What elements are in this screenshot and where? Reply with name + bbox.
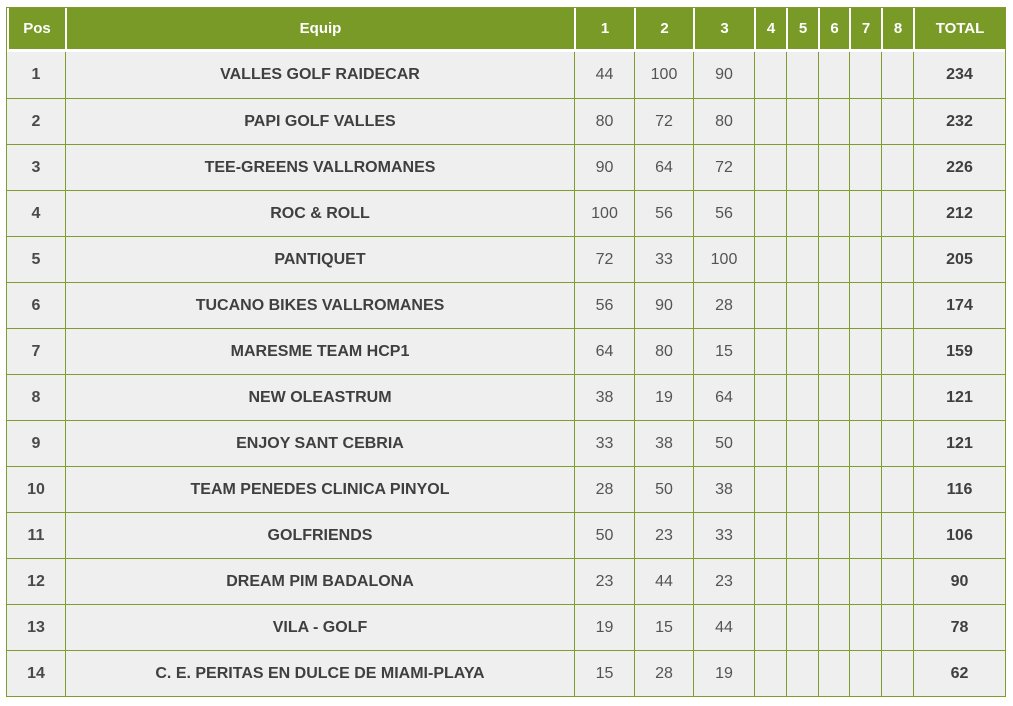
pos-cell: 9	[7, 420, 65, 466]
score-cell-8	[881, 558, 913, 604]
total-cell: 232	[913, 98, 1005, 144]
table-row	[7, 190, 1005, 236]
score-cell-3: 72	[693, 144, 754, 190]
pos-cell: 14	[7, 650, 65, 696]
team-cell: ENJOY SANT CEBRIA	[65, 420, 574, 466]
score-cell-8	[881, 650, 913, 696]
score-cell-8	[881, 374, 913, 420]
score-cell-5	[786, 374, 818, 420]
score-cell-5	[786, 328, 818, 374]
score-cell-6	[818, 374, 849, 420]
score-cell-5	[786, 604, 818, 650]
score-cell-8	[881, 420, 913, 466]
table-row	[7, 52, 1005, 98]
total-cell: 106	[913, 512, 1005, 558]
score-cell-4	[754, 374, 786, 420]
team-cell: TEAM PENEDES CLINICA PINYOL	[65, 466, 574, 512]
score-cell-7	[849, 558, 881, 604]
score-cell-3: 15	[693, 328, 754, 374]
score-cell-7	[849, 282, 881, 328]
score-cell-5	[786, 144, 818, 190]
pos-cell: 6	[7, 282, 65, 328]
score-cell-2: 72	[634, 98, 693, 144]
team-cell: VALLES GOLF RAIDECAR	[65, 52, 574, 98]
score-cell-3: 33	[693, 512, 754, 558]
score-cell-5	[786, 558, 818, 604]
team-cell: ROC & ROLL	[65, 190, 574, 236]
score-cell-1: 33	[574, 420, 634, 466]
table-row	[7, 558, 1005, 604]
score-cell-3: 19	[693, 650, 754, 696]
score-cell-4	[754, 98, 786, 144]
score-cell-6	[818, 144, 849, 190]
team-cell: TEE-GREENS VALLROMANES	[65, 144, 574, 190]
table-row	[7, 282, 1005, 328]
score-cell-2: 33	[634, 236, 693, 282]
score-cell-8	[881, 328, 913, 374]
score-cell-6	[818, 466, 849, 512]
pos-cell: 11	[7, 512, 65, 558]
pos-cell: 12	[7, 558, 65, 604]
team-cell: MARESME TEAM HCP1	[65, 328, 574, 374]
score-cell-3: 23	[693, 558, 754, 604]
team-cell: PAPI GOLF VALLES	[65, 98, 574, 144]
score-cell-1: 19	[574, 604, 634, 650]
pos-cell: 8	[7, 374, 65, 420]
score-cell-8	[881, 190, 913, 236]
score-cell-8	[881, 466, 913, 512]
score-cell-2: 28	[634, 650, 693, 696]
column-header-round8: 8	[881, 8, 913, 52]
score-cell-4	[754, 144, 786, 190]
score-cell-7	[849, 466, 881, 512]
score-cell-5	[786, 282, 818, 328]
total-cell: 159	[913, 328, 1005, 374]
score-cell-2: 50	[634, 466, 693, 512]
pos-cell: 4	[7, 190, 65, 236]
score-cell-1: 72	[574, 236, 634, 282]
score-cell-7	[849, 420, 881, 466]
column-header-equip: Equip	[65, 8, 574, 52]
score-cell-6	[818, 282, 849, 328]
score-cell-5	[786, 98, 818, 144]
team-cell: VILA - GOLF	[65, 604, 574, 650]
score-cell-2: 44	[634, 558, 693, 604]
score-cell-6	[818, 52, 849, 98]
score-cell-3: 50	[693, 420, 754, 466]
score-cell-5	[786, 236, 818, 282]
score-cell-1: 23	[574, 558, 634, 604]
score-cell-4	[754, 558, 786, 604]
table-row	[7, 512, 1005, 558]
total-cell: 90	[913, 558, 1005, 604]
score-cell-7	[849, 328, 881, 374]
score-cell-1: 100	[574, 190, 634, 236]
total-cell: 226	[913, 144, 1005, 190]
score-cell-3: 80	[693, 98, 754, 144]
score-cell-3: 56	[693, 190, 754, 236]
team-cell: NEW OLEASTRUM	[65, 374, 574, 420]
header-row	[7, 8, 1005, 52]
column-header-round1: 1	[574, 8, 634, 52]
score-cell-1: 28	[574, 466, 634, 512]
score-cell-4	[754, 650, 786, 696]
table-row	[7, 420, 1005, 466]
score-cell-4	[754, 52, 786, 98]
pos-cell: 13	[7, 604, 65, 650]
total-cell: 62	[913, 650, 1005, 696]
score-cell-6	[818, 236, 849, 282]
score-cell-6	[818, 512, 849, 558]
score-cell-6	[818, 190, 849, 236]
score-cell-1: 64	[574, 328, 634, 374]
score-cell-8	[881, 604, 913, 650]
team-cell: GOLFRIENDS	[65, 512, 574, 558]
score-cell-3: 100	[693, 236, 754, 282]
score-cell-7	[849, 190, 881, 236]
score-cell-2: 15	[634, 604, 693, 650]
score-cell-6	[818, 420, 849, 466]
score-cell-8	[881, 282, 913, 328]
score-cell-7	[849, 604, 881, 650]
total-cell: 212	[913, 190, 1005, 236]
score-cell-3: 38	[693, 466, 754, 512]
team-cell: TUCANO BIKES VALLROMANES	[65, 282, 574, 328]
table-row	[7, 236, 1005, 282]
table-row	[7, 328, 1005, 374]
score-cell-4	[754, 282, 786, 328]
score-cell-8	[881, 98, 913, 144]
total-cell: 121	[913, 374, 1005, 420]
score-cell-5	[786, 650, 818, 696]
team-cell: DREAM PIM BADALONA	[65, 558, 574, 604]
score-cell-1: 44	[574, 52, 634, 98]
score-cell-7	[849, 512, 881, 558]
column-header-round3: 3	[693, 8, 754, 52]
score-cell-3: 28	[693, 282, 754, 328]
table-row	[7, 144, 1005, 190]
table-row	[7, 650, 1005, 696]
score-cell-4	[754, 236, 786, 282]
total-cell: 121	[913, 420, 1005, 466]
team-cell: PANTIQUET	[65, 236, 574, 282]
score-cell-6	[818, 604, 849, 650]
score-cell-4	[754, 420, 786, 466]
total-cell: 78	[913, 604, 1005, 650]
score-cell-6	[818, 650, 849, 696]
score-cell-6	[818, 558, 849, 604]
score-cell-7	[849, 650, 881, 696]
column-header-round4: 4	[754, 8, 786, 52]
pos-cell: 3	[7, 144, 65, 190]
score-cell-2: 100	[634, 52, 693, 98]
score-cell-1: 15	[574, 650, 634, 696]
score-cell-1: 50	[574, 512, 634, 558]
score-cell-4	[754, 604, 786, 650]
table-row	[7, 466, 1005, 512]
score-cell-7	[849, 374, 881, 420]
table-row	[7, 604, 1005, 650]
score-cell-4	[754, 328, 786, 374]
score-cell-8	[881, 144, 913, 190]
score-cell-2: 64	[634, 144, 693, 190]
column-header-round6: 6	[818, 8, 849, 52]
pos-cell: 5	[7, 236, 65, 282]
column-header-round7: 7	[849, 8, 881, 52]
standings-table	[6, 7, 1006, 697]
score-cell-4	[754, 512, 786, 558]
table-row	[7, 98, 1005, 144]
score-cell-5	[786, 52, 818, 98]
pos-cell: 10	[7, 466, 65, 512]
table-header	[7, 8, 1005, 52]
score-cell-7	[849, 144, 881, 190]
score-cell-5	[786, 190, 818, 236]
score-cell-6	[818, 98, 849, 144]
score-cell-7	[849, 236, 881, 282]
score-cell-1: 56	[574, 282, 634, 328]
score-cell-2: 90	[634, 282, 693, 328]
column-header-total: TOTAL	[913, 8, 1005, 52]
total-cell: 234	[913, 52, 1005, 98]
score-cell-3: 64	[693, 374, 754, 420]
score-cell-8	[881, 512, 913, 558]
score-cell-6	[818, 328, 849, 374]
team-cell: C. E. PERITAS EN DULCE DE MIAMI-PLAYA	[65, 650, 574, 696]
total-cell: 205	[913, 236, 1005, 282]
score-cell-2: 56	[634, 190, 693, 236]
score-cell-1: 90	[574, 144, 634, 190]
table-row	[7, 374, 1005, 420]
pos-cell: 7	[7, 328, 65, 374]
column-header-pos: Pos	[7, 8, 65, 52]
score-cell-5	[786, 420, 818, 466]
column-header-round2: 2	[634, 8, 693, 52]
pos-cell: 2	[7, 98, 65, 144]
pos-cell: 1	[7, 52, 65, 98]
score-cell-4	[754, 190, 786, 236]
score-cell-1: 38	[574, 374, 634, 420]
score-cell-2: 38	[634, 420, 693, 466]
score-cell-2: 19	[634, 374, 693, 420]
score-cell-4	[754, 466, 786, 512]
score-cell-5	[786, 512, 818, 558]
score-cell-3: 90	[693, 52, 754, 98]
score-cell-5	[786, 466, 818, 512]
score-cell-1: 80	[574, 98, 634, 144]
column-header-round5: 5	[786, 8, 818, 52]
table-body	[7, 52, 1005, 696]
score-cell-8	[881, 236, 913, 282]
score-cell-2: 23	[634, 512, 693, 558]
score-cell-8	[881, 52, 913, 98]
score-cell-3: 44	[693, 604, 754, 650]
total-cell: 174	[913, 282, 1005, 328]
score-cell-7	[849, 98, 881, 144]
score-cell-7	[849, 52, 881, 98]
total-cell: 116	[913, 466, 1005, 512]
score-cell-2: 80	[634, 328, 693, 374]
